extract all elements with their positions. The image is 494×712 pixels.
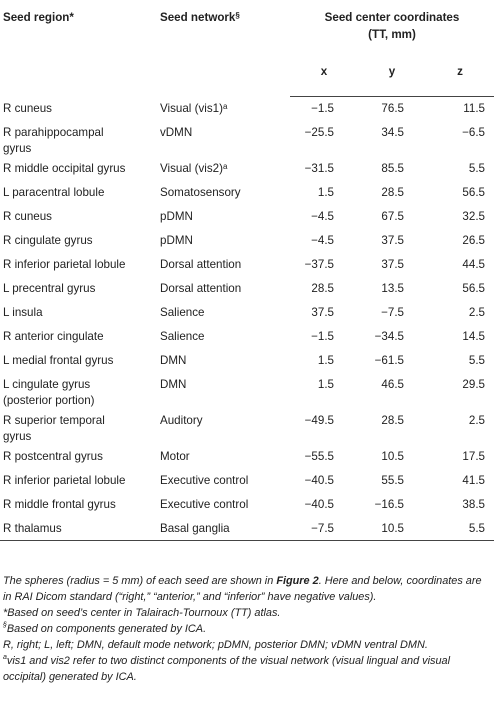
cell-coord-x: −37.5 bbox=[304, 257, 334, 271]
footnote-spheres: The spheres (radius = 5 mm) of each seed are shown in Figure 2. Here and below, coordinates are in RAI Dicom standard (“right,” “anterior,” and “inferior” have negative values). bbox=[3, 575, 482, 603]
cell-seed-network: Motor bbox=[160, 449, 190, 463]
section-mark: § bbox=[235, 11, 240, 20]
cell-seed-region: R cuneus bbox=[3, 209, 52, 223]
cell-seed-network: vDMN bbox=[160, 125, 193, 139]
table-row bbox=[0, 229, 494, 253]
table-row bbox=[0, 301, 494, 325]
cell-seed-network: DMN bbox=[160, 353, 187, 367]
cell-seed-region: R postcentral gyrus bbox=[3, 449, 103, 463]
cell-seed-region: L insula bbox=[3, 305, 43, 319]
cell-coord-x: −40.5 bbox=[304, 473, 334, 487]
cell-coord-z: 26.5 bbox=[462, 233, 485, 247]
cell-coord-y: 10.5 bbox=[358, 517, 426, 541]
cell-seed-network: Dorsal attention bbox=[160, 281, 242, 295]
cell-coord-x: −4.5 bbox=[311, 209, 334, 223]
table-row bbox=[0, 373, 494, 409]
cell-seed-network: Visual $(vis1)^a$ bbox=[160, 101, 228, 115]
cell-coord-z: 17.5 bbox=[462, 449, 485, 463]
header-seed-region: Seed region* bbox=[3, 11, 74, 24]
cell-seed-region: R cingulate gyrus bbox=[3, 233, 93, 247]
cell-coord-z: 2.5 bbox=[468, 305, 485, 319]
table-row bbox=[0, 445, 494, 469]
cell-coord-y: 76.5 bbox=[381, 102, 404, 115]
header-seed-network: Seed network§ bbox=[160, 11, 240, 24]
cell-seed-network: Dorsal attention bbox=[160, 257, 242, 271]
table-row bbox=[0, 205, 494, 229]
cell-seed-network: pDMN bbox=[160, 209, 193, 223]
cell-coord-z: 2.5 bbox=[468, 413, 485, 427]
cell-coord-x: 37.5 bbox=[311, 305, 334, 319]
cell-coord-x: 28.5 bbox=[311, 281, 334, 295]
cell-coord-y: −7.5 bbox=[381, 305, 404, 319]
cell-seed-network: Executive control bbox=[160, 497, 249, 511]
cell-seed-region: R anterior cingulate bbox=[3, 329, 104, 343]
cell-seed-region: L medial frontal gyrus bbox=[3, 353, 114, 367]
cell-seed-region: R cuneus bbox=[3, 101, 52, 115]
cell-seed-region: R inferior parietal lobule bbox=[3, 473, 126, 487]
cell-coord-y: 28.5 bbox=[381, 413, 404, 427]
table-row bbox=[0, 157, 494, 181]
cell-coord-y: 67.5 bbox=[381, 209, 404, 223]
cell-seed-region: R middle frontal gyrus bbox=[3, 497, 116, 511]
cell-seed-network: Visual $(vis2)^a$ bbox=[160, 161, 228, 175]
table-row bbox=[0, 121, 494, 157]
cell-coord-z: 5.5 bbox=[426, 517, 494, 541]
cell-coord-x: 1.5 bbox=[317, 377, 334, 391]
table-row bbox=[0, 517, 494, 541]
cell-coord-z: 56.5 bbox=[462, 185, 485, 199]
cell-coord-y: 10.5 bbox=[381, 449, 404, 463]
cell-coord-x: −40.5 bbox=[304, 497, 334, 511]
cell-seed-region: R superior temporal gyrus bbox=[3, 413, 105, 443]
cell-coord-y: 13.5 bbox=[381, 281, 404, 295]
cell-coord-y: 37.5 bbox=[381, 233, 404, 247]
cell-seed-network: Salience bbox=[160, 305, 205, 319]
cell-coord-y: 46.5 bbox=[381, 377, 404, 391]
cell-coord-y: −61.5 bbox=[374, 353, 404, 367]
cell-seed-network: Somatosensory bbox=[160, 185, 241, 199]
cell-coord-x: −25.5 bbox=[304, 125, 334, 139]
cell-seed-network: Salience bbox=[160, 329, 205, 343]
cell-coord-z: 44.5 bbox=[462, 257, 485, 271]
cell-coord-z: 32.5 bbox=[462, 209, 485, 223]
cell-coord-z: 5.5 bbox=[468, 161, 485, 175]
cell-seed-network: pDMN bbox=[160, 233, 193, 247]
cell-seed-region: R thalamus bbox=[0, 517, 160, 541]
cell-seed-network: DMN bbox=[160, 377, 187, 391]
cell-seed-region: R parahippocampal gyrus bbox=[3, 125, 104, 155]
cell-seed-network: Auditory bbox=[160, 413, 203, 427]
cell-seed-region: L precentral gyrus bbox=[3, 281, 96, 295]
footnote-ica: §Based on components generated by ICA. bbox=[3, 622, 207, 635]
cell-coord-z: 38.5 bbox=[462, 497, 485, 511]
cell-coord-y: 55.5 bbox=[381, 473, 404, 487]
figure-reference: Figure 2 bbox=[276, 575, 319, 587]
cell-coord-x: −49.5 bbox=[304, 413, 334, 427]
cell-coord-z: 29.5 bbox=[462, 377, 485, 391]
cell-coord-y: −16.5 bbox=[374, 497, 404, 511]
table-footnotes bbox=[3, 573, 491, 685]
cell-coord-y: 85.5 bbox=[381, 161, 404, 175]
table-row bbox=[0, 409, 494, 445]
cell-seed-region: R inferior parietal lobule bbox=[3, 257, 126, 271]
cell-coord-z: 56.5 bbox=[462, 281, 485, 295]
cell-coord-x: −1.5 bbox=[311, 102, 334, 115]
table-row bbox=[0, 181, 494, 205]
table-row bbox=[0, 469, 494, 493]
cell-coord-y: 37.5 bbox=[381, 257, 404, 271]
table-row bbox=[0, 349, 494, 373]
cell-coord-x: 1.5 bbox=[317, 353, 334, 367]
cell-seed-region: L paracentral lobule bbox=[3, 185, 105, 199]
header-z: z bbox=[426, 55, 494, 97]
cell-coord-z: 11.5 bbox=[463, 102, 485, 115]
cell-seed-network: Basal ganglia bbox=[160, 517, 290, 541]
footnote-atlas: *Based on seed’s center in Talairach-Tournoux (TT) atlas. bbox=[3, 607, 281, 619]
cell-coord-x: −31.5 bbox=[304, 161, 334, 175]
cell-coord-y: −34.5 bbox=[374, 329, 404, 343]
cell-coord-x: −7.5 bbox=[290, 517, 358, 541]
cell-coord-y: 34.5 bbox=[381, 125, 404, 139]
table-row bbox=[0, 493, 494, 517]
cell-seed-network: Executive control bbox=[160, 473, 249, 487]
footnote-abbreviations: R, right; L, left; DMN, default mode network; pDMN, posterior DMN; vDMN ventral DMN. bbox=[3, 639, 428, 651]
cell-coord-x: −55.5 bbox=[304, 449, 334, 463]
footnote-visual: $^a$vis1 and vis2 refer to two distinct components of the visual network (visual lingual and visual occipital) generated by ICA. bbox=[3, 654, 451, 683]
table-body bbox=[0, 97, 494, 541]
cell-seed-region: R middle occipital gyrus bbox=[3, 161, 126, 175]
header-row-1 bbox=[0, 0, 494, 55]
header-x: x bbox=[290, 55, 358, 97]
cell-coord-x: −1.5 bbox=[311, 329, 334, 343]
cell-seed-region: L cingulate gyrus (posterior portion) bbox=[3, 377, 95, 407]
cell-coord-z: 41.5 bbox=[462, 473, 485, 487]
cell-coord-z: −6.5 bbox=[462, 125, 485, 139]
table-row bbox=[0, 253, 494, 277]
cell-coord-x: 1.5 bbox=[317, 185, 334, 199]
cell-coord-z: 14.5 bbox=[462, 329, 485, 343]
header-y: y bbox=[358, 55, 426, 97]
table-row bbox=[0, 277, 494, 301]
cell-coord-z: 5.5 bbox=[468, 353, 485, 367]
header-seed-coordinates: Seed center coordinates (TT, mm) bbox=[324, 11, 460, 41]
table-row bbox=[0, 97, 494, 121]
cell-coord-x: −4.5 bbox=[311, 233, 334, 247]
cell-coord-y: 28.5 bbox=[381, 185, 404, 199]
table-row bbox=[0, 325, 494, 349]
